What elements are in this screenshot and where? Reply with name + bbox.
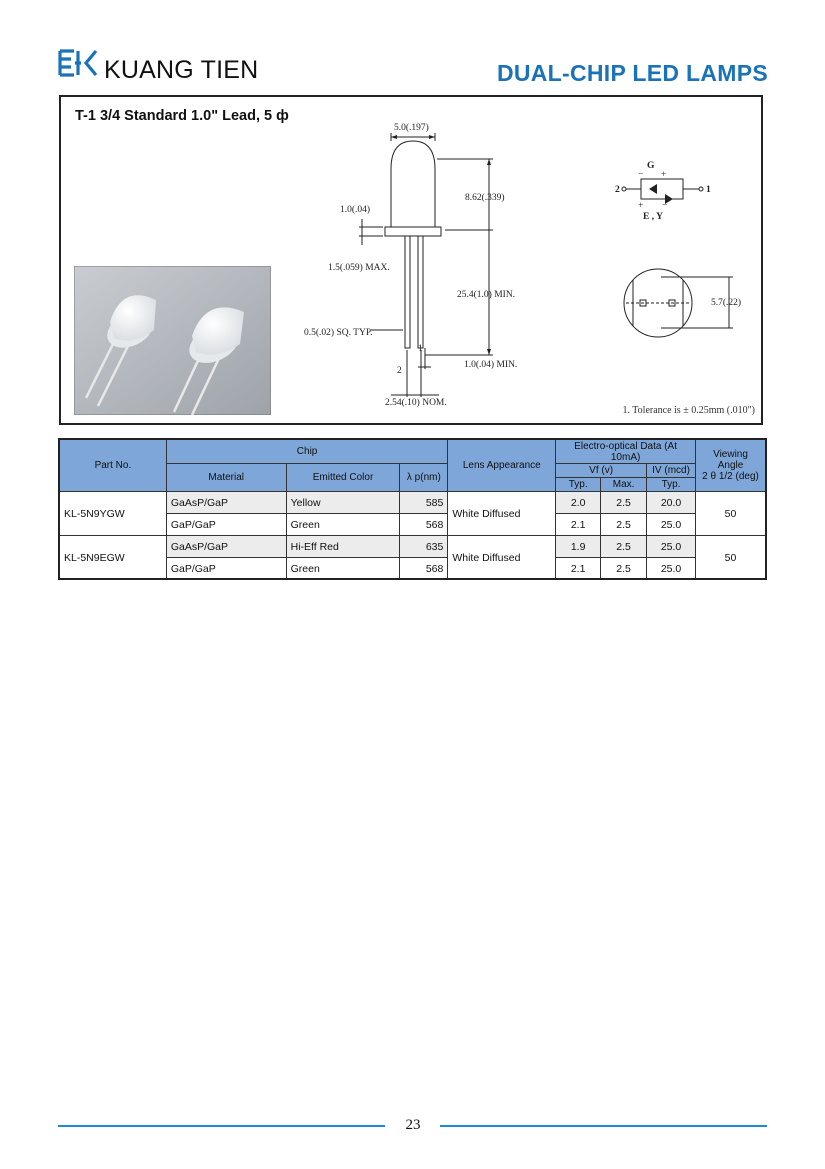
spec-table [59, 439, 766, 580]
vf-typ: 2.1 [556, 558, 601, 580]
chip-wavelength: 568 [400, 558, 448, 580]
part-number: KL-5N9YGW [60, 492, 167, 536]
lens-appearance: White Diffused [448, 492, 556, 536]
dim-height: 8.62(.339) [465, 193, 505, 203]
chip-wavelength: 585 [400, 492, 448, 514]
dim-flange-max: 1.5(.059) MAX. [328, 263, 390, 273]
dim-pin2: 2 [397, 366, 402, 376]
table-row [60, 558, 766, 580]
header-part-no: Part No. [60, 440, 167, 492]
lens-appearance: White Diffused [448, 536, 556, 580]
schematic-g: G [647, 161, 655, 171]
iv-typ: 25.0 [647, 558, 696, 580]
page-number: 23 [405, 1117, 421, 1133]
chip-wavelength: 568 [400, 514, 448, 536]
chip-material: GaAsP/GaP [166, 492, 286, 514]
chip-wavelength: 635 [400, 536, 448, 558]
part-number: KL-5N9EGW [60, 536, 167, 580]
header-vf-typ: Typ. [556, 478, 601, 492]
document-title: DUAL-CHIP LED LAMPS [496, 60, 768, 86]
chip-color: Green [286, 514, 400, 536]
chip-material: GaAsP/GaP [166, 536, 286, 558]
outline-drawing-panel [59, 95, 763, 425]
page-header [58, 46, 768, 90]
chip-material: GaP/GaP [166, 558, 286, 580]
footer-rule-right [440, 1125, 767, 1127]
tolerance-note: 1. Tolerance is ± 0.25mm (.010") [622, 405, 755, 416]
viewing-angle: 50 [696, 536, 766, 580]
header-iv: IV (mcd) [647, 464, 696, 478]
dim-width: 5.0(.197) [394, 123, 429, 133]
header-emitted-color: Emitted Color [286, 464, 400, 492]
header-electro-optical: Electro-optical Data (At 10mA) [556, 440, 696, 464]
schematic-minus-bottom: − [662, 201, 668, 211]
vf-max: 2.5 [601, 558, 647, 580]
vf-max: 2.5 [601, 492, 647, 514]
schematic-plus-top: + [661, 170, 667, 180]
chip-material: GaP/GaP [166, 514, 286, 536]
schematic-pin2: 2 [615, 185, 620, 195]
dim-lead-length: 25.4(1.0) MIN. [457, 290, 516, 300]
chip-color: Hi-Eff Red [286, 536, 400, 558]
chip-color: Green [286, 558, 400, 580]
drawing-title: T-1 3/4 Standard 1.0" Lead, 5 ф [75, 108, 289, 124]
dim-lead-sq: 0.5(.02) SQ. TYP. [304, 328, 373, 338]
header-viewing-angle: Viewing Angle 2 θ 1/2 (deg) [696, 440, 766, 492]
vf-max: 2.5 [601, 514, 647, 536]
chip-color: Yellow [286, 492, 400, 514]
dim-diameter: 5.7(.22) [711, 298, 742, 308]
kuang-tien-logo-icon [58, 48, 98, 82]
vf-max: 2.5 [601, 536, 647, 558]
footer-rule-left [58, 1125, 385, 1127]
viewing-angle: 50 [696, 492, 766, 536]
brand-name: KUANG TIEN [104, 56, 259, 84]
iv-typ: 25.0 [647, 514, 696, 536]
vf-typ: 2.1 [556, 514, 601, 536]
schematic-plus-bottom: + [638, 201, 644, 211]
dim-pin1: 1 [418, 344, 423, 354]
header-chip: Chip [166, 440, 448, 464]
iv-typ: 25.0 [647, 536, 696, 558]
table-row [60, 536, 766, 558]
table-row [60, 492, 766, 514]
dim-pitch: 2.54(.10) NOM. [385, 398, 447, 408]
vf-typ: 2.0 [556, 492, 601, 514]
header-lens: Lens Appearance [448, 440, 556, 492]
header-wavelength: λ p(nm) [400, 464, 448, 492]
header-vf: Vf (v) [556, 464, 647, 478]
header-material: Material [166, 464, 286, 492]
dim-flange: 1.0(.04) [340, 205, 371, 215]
technical-drawing [61, 97, 761, 423]
dim-lead-tip: 1.0(.04) MIN. [464, 360, 518, 370]
header-vf-max: Max. [601, 478, 647, 492]
iv-typ: 20.0 [647, 492, 696, 514]
schematic-minus-top: − [638, 170, 644, 180]
schematic-ey: E , Y [643, 212, 663, 222]
vf-typ: 1.9 [556, 536, 601, 558]
header-iv-typ: Typ. [647, 478, 696, 492]
table-row [60, 514, 766, 536]
schematic-pin1: 1 [706, 185, 711, 195]
